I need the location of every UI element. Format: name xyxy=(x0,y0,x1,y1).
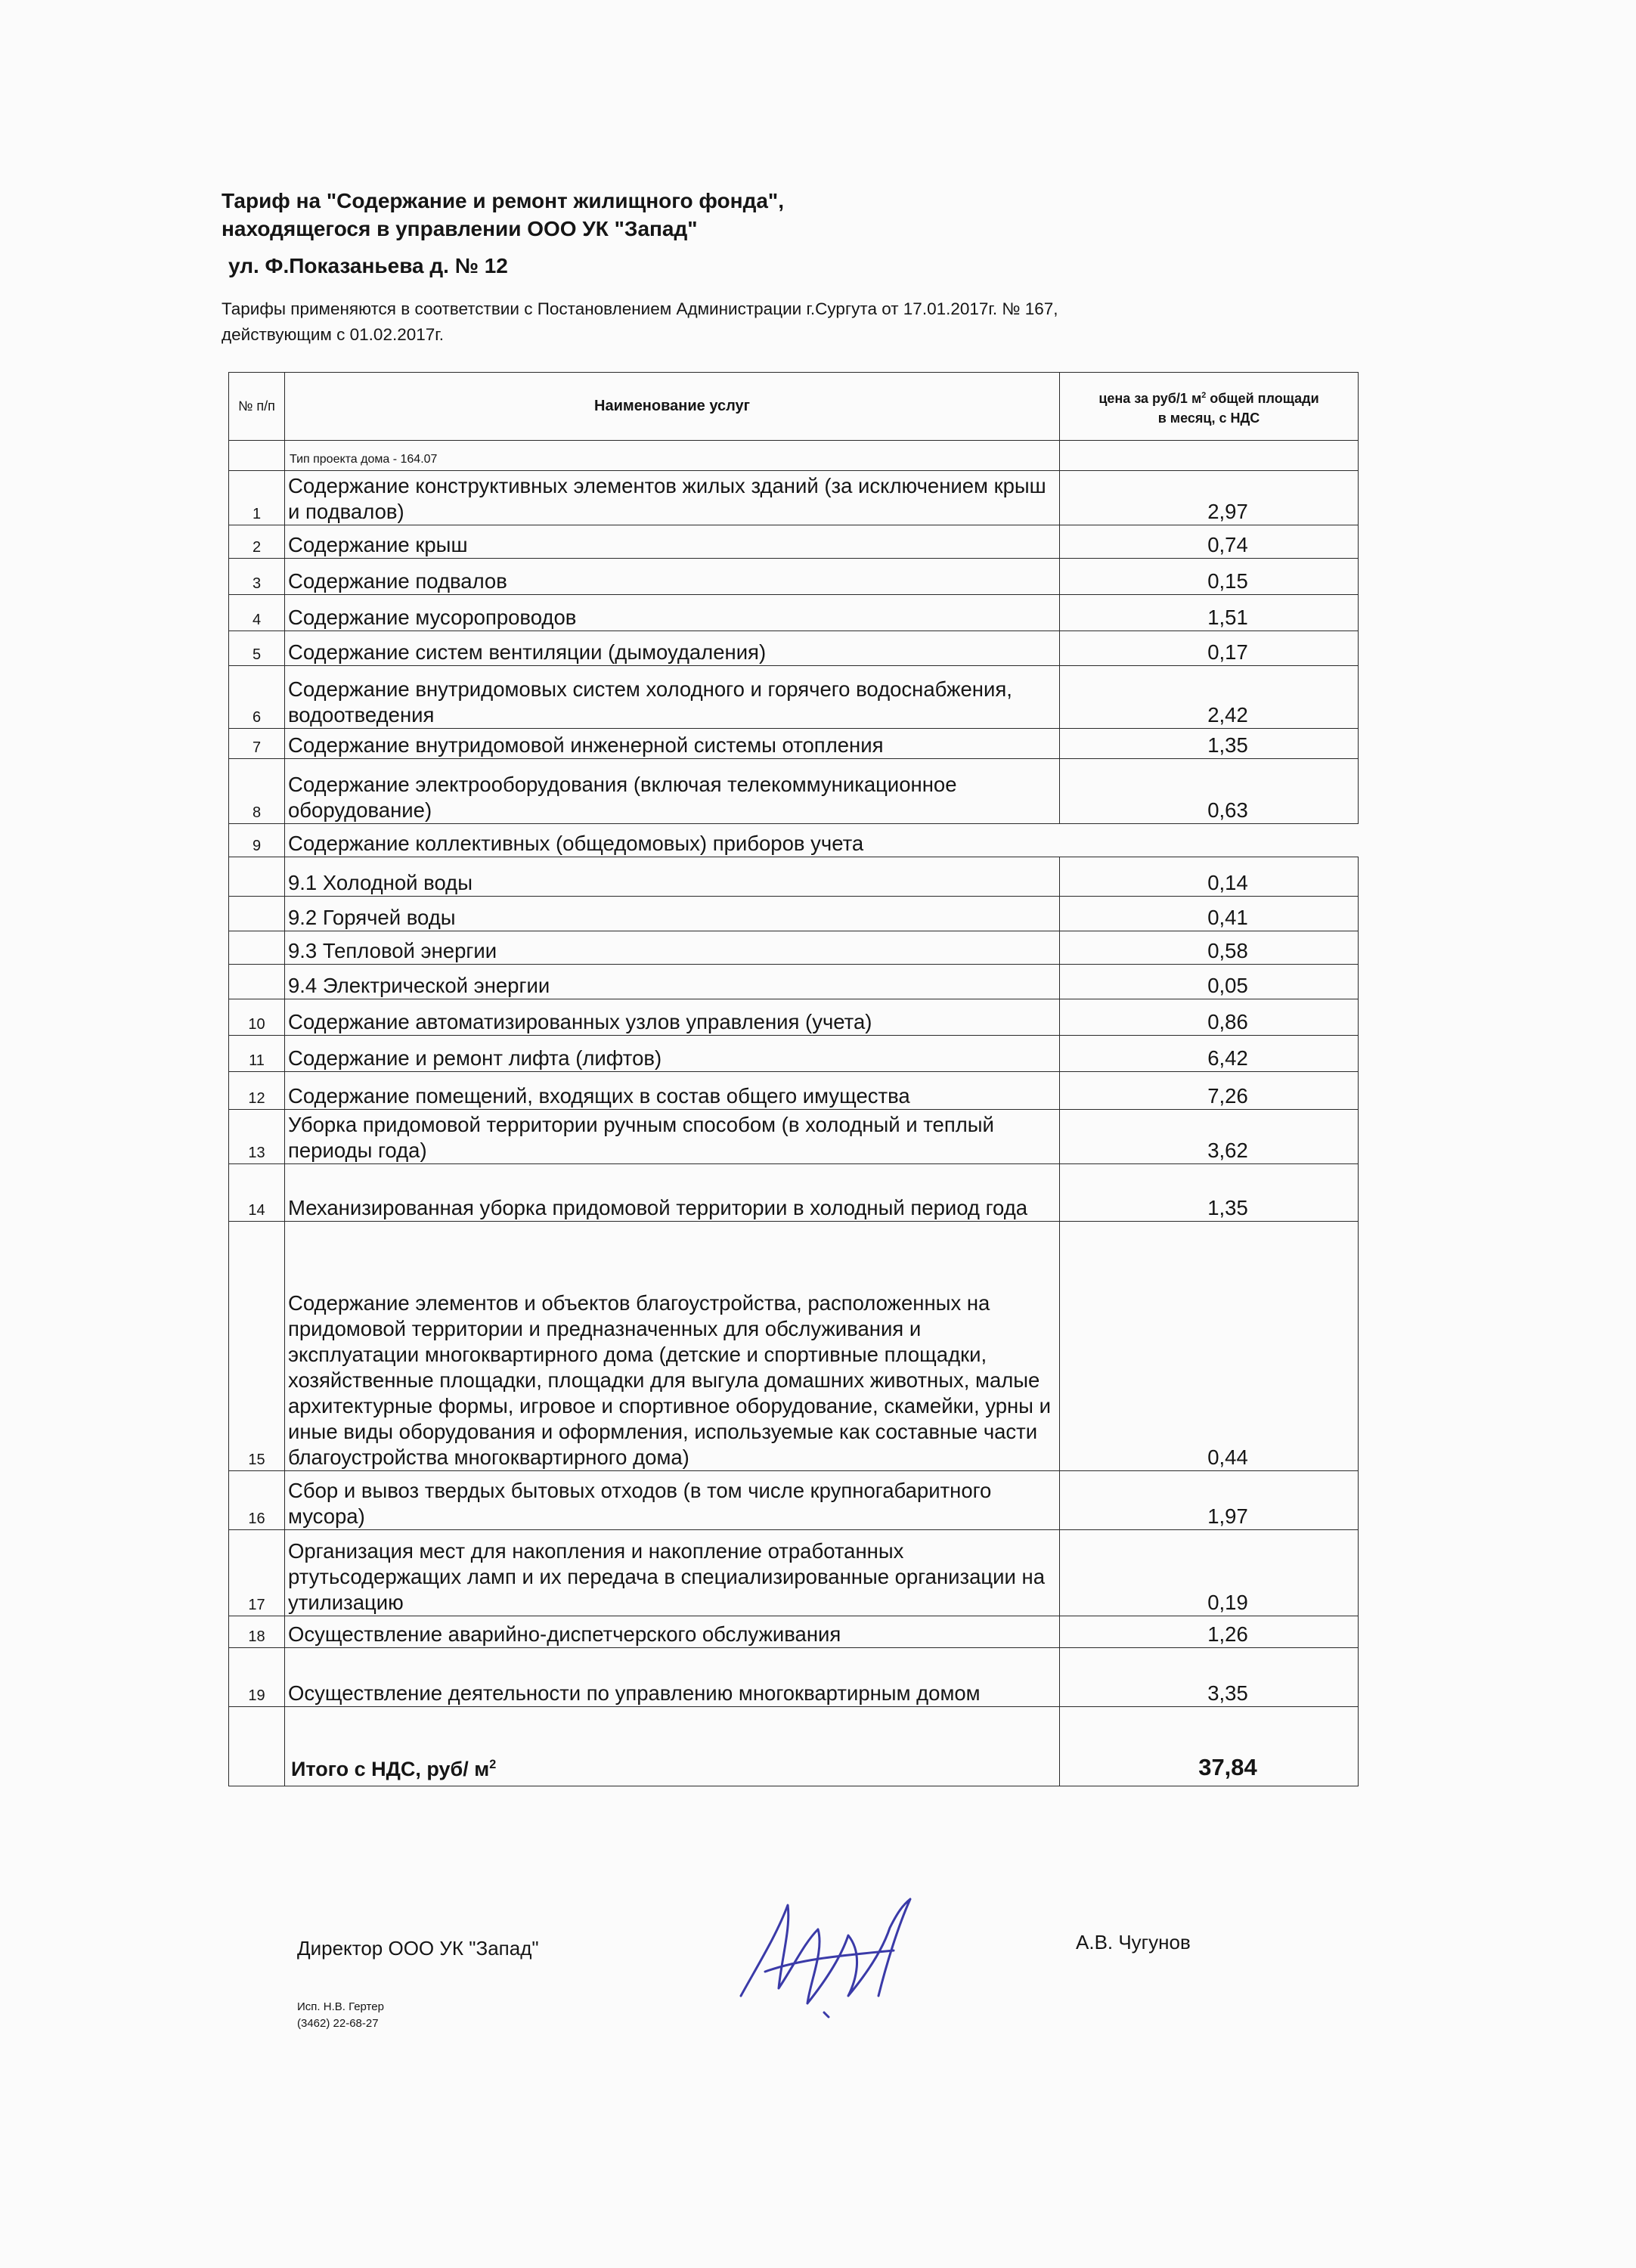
total-num-cell xyxy=(229,1707,285,1786)
table-body xyxy=(229,471,1359,1707)
service-price: 0,17 xyxy=(1060,631,1359,666)
service-price: 3,35 xyxy=(1060,1648,1359,1707)
col-header-price-part1: цена за руб/1 м xyxy=(1098,390,1202,406)
service-price: 1,26 xyxy=(1060,1616,1359,1648)
project-type: Тип проекта дома - 164.07 xyxy=(285,441,1060,471)
row-number: 4 xyxy=(229,595,285,631)
total-label-text: Итого с НДС, руб/ м xyxy=(291,1758,490,1780)
service-name: Содержание подвалов xyxy=(285,559,1060,595)
row-number: 12 xyxy=(229,1072,285,1110)
service-price: 1,51 xyxy=(1060,595,1359,631)
table-row xyxy=(229,1110,1359,1164)
row-number xyxy=(229,857,285,897)
row-number: 18 xyxy=(229,1616,285,1648)
service-price: 0,86 xyxy=(1060,999,1359,1036)
table-row xyxy=(229,471,1359,525)
service-price: 2,97 xyxy=(1060,471,1359,525)
service-name: 9.2 Горячей воды xyxy=(285,897,1060,931)
table-row xyxy=(229,1471,1359,1530)
table-row xyxy=(229,1164,1359,1222)
service-name: Содержание систем вентиляции (дымоудаления) xyxy=(285,631,1060,666)
intro-text xyxy=(222,296,1280,348)
service-price: 7,26 xyxy=(1060,1072,1359,1110)
table-row xyxy=(229,999,1359,1036)
table-row xyxy=(229,631,1359,666)
service-price: 0,15 xyxy=(1060,559,1359,595)
service-name: Содержание помещений, входящих в состав общего имущества xyxy=(285,1072,1060,1110)
col-header-price-sup: 2 xyxy=(1201,390,1207,400)
service-name: Осуществление аварийно-диспетчерского обслуживания xyxy=(285,1616,1060,1648)
col-header-price-part2: общей площади xyxy=(1206,390,1319,406)
table-row xyxy=(229,1222,1359,1471)
row-number: 8 xyxy=(229,759,285,824)
executor-phone: (3462) 22-68-27 xyxy=(297,2017,379,2030)
director-name: А.В. Чугунов xyxy=(1076,1931,1191,1954)
table-row xyxy=(229,897,1359,931)
row-number: 11 xyxy=(229,1036,285,1072)
row-number: 6 xyxy=(229,666,285,729)
service-name: 9.1 Холодной воды xyxy=(285,857,1060,897)
signature-mark xyxy=(735,1882,931,2019)
row-number xyxy=(229,897,285,931)
row-number: 13 xyxy=(229,1110,285,1164)
project-type-row xyxy=(229,441,1359,471)
table-row xyxy=(229,965,1359,999)
total-value: 37,84 xyxy=(1060,1707,1359,1786)
service-name: Содержание элементов и объектов благоустройства, расположенных на придомовой территории и предназначенных для обслуживания и эксплуатации многоквартирного дома (детские и спортивные площадки, хозяйственные площадки, площадки для выгула домашних животных, малые архитектурные формы, игровое и спортивное оборудование, скамейки, урны и иные виды оборудования и оформления, используемые как составные части благоустройства многоквартирного дома) xyxy=(285,1222,1060,1471)
row-number: 7 xyxy=(229,729,285,759)
director-title: Директор ООО УК "Запад" xyxy=(297,1937,539,1960)
service-price: 0,05 xyxy=(1060,965,1359,999)
service-name: Содержание и ремонт лифта (лифтов) xyxy=(285,1036,1060,1072)
row-number xyxy=(229,965,285,999)
service-price: 0,19 xyxy=(1060,1530,1359,1616)
document-title-line1: Тариф на "Содержание и ремонт жилищного фонда", xyxy=(222,189,784,212)
service-price: 0,63 xyxy=(1060,759,1359,824)
service-price: 0,44 xyxy=(1060,1222,1359,1471)
row-number: 5 xyxy=(229,631,285,666)
row-number xyxy=(229,931,285,965)
service-name: Содержание внутридомовых систем холодного и горячего водоснабжения, водоотведения xyxy=(285,666,1060,729)
row-number: 14 xyxy=(229,1164,285,1222)
service-name: Содержание внутридомовой инженерной системы отопления xyxy=(285,729,1060,759)
service-price: 1,97 xyxy=(1060,1471,1359,1530)
service-price: 1,35 xyxy=(1060,1164,1359,1222)
row-number: 16 xyxy=(229,1471,285,1530)
table-row xyxy=(229,525,1359,559)
row-number: 2 xyxy=(229,525,285,559)
col-header-number: № п/п xyxy=(229,373,285,441)
table-row xyxy=(229,857,1359,897)
service-price: 0,74 xyxy=(1060,525,1359,559)
service-price: 2,42 xyxy=(1060,666,1359,729)
col-header-price-line2: в месяц, с НДС xyxy=(1157,410,1260,426)
service-name: Содержание коллективных (общедомовых) приборов учета xyxy=(285,824,1359,857)
service-price: 0,58 xyxy=(1060,931,1359,965)
row-number: 3 xyxy=(229,559,285,595)
service-name: Содержание конструктивных элементов жилых зданий (за исключением крыш и подвалов) xyxy=(285,471,1060,525)
row-number: 15 xyxy=(229,1222,285,1471)
service-price: 1,35 xyxy=(1060,729,1359,759)
tariff-table xyxy=(228,372,1359,1786)
row-number: 9 xyxy=(229,824,285,857)
table-row xyxy=(229,1530,1359,1616)
service-name: Содержание крыш xyxy=(285,525,1060,559)
row-number: 1 xyxy=(229,471,285,525)
service-name: Содержание автоматизированных узлов управления (учета) xyxy=(285,999,1060,1036)
service-price: 3,62 xyxy=(1060,1110,1359,1164)
table-row xyxy=(229,931,1359,965)
table-row xyxy=(229,666,1359,729)
executor: Исп. Н.В. Гертер xyxy=(297,2000,384,2013)
col-header-price xyxy=(1060,373,1359,441)
service-name: 9.4 Электрической энергии xyxy=(285,965,1060,999)
col-header-name: Наименование услуг xyxy=(285,373,1060,441)
table-row xyxy=(229,759,1359,824)
table-row xyxy=(229,1072,1359,1110)
total-row xyxy=(229,1707,1359,1786)
intro-line1: Тарифы применяются в соответствии с Постановлением Администрации г.Сургута от 17.01.2017г. № 167, xyxy=(222,299,1058,318)
service-name: Содержание мусоропроводов xyxy=(285,595,1060,631)
table-row xyxy=(229,559,1359,595)
project-type-num-cell xyxy=(229,441,285,471)
row-number: 17 xyxy=(229,1530,285,1616)
service-name: Организация мест для накопления и накопление отработанных ртутьсодержащих ламп и их передача в специализированные организации на утилизацию xyxy=(285,1530,1060,1616)
table-row xyxy=(229,1648,1359,1707)
service-name: Уборка придомовой территории ручным способом (в холодный и теплый периоды года) xyxy=(285,1110,1060,1164)
service-name: 9.3 Тепловой энергии xyxy=(285,931,1060,965)
service-price: 0,41 xyxy=(1060,897,1359,931)
row-number: 10 xyxy=(229,999,285,1036)
service-name: Механизированная уборка придомовой территории в холодный период года xyxy=(285,1164,1060,1222)
document-address: ул. Ф.Показаньева д. № 12 xyxy=(228,254,508,277)
service-name: Содержание электрооборудования (включая телекоммуникационное оборудование) xyxy=(285,759,1060,824)
table-row xyxy=(229,595,1359,631)
project-type-price-cell xyxy=(1060,441,1359,471)
table-row xyxy=(229,1036,1359,1072)
service-price: 0,14 xyxy=(1060,857,1359,897)
intro-line2: действующим с 01.02.2017г. xyxy=(222,325,444,344)
total-label-sup: 2 xyxy=(489,1758,497,1771)
table-row xyxy=(229,1616,1359,1648)
table-row xyxy=(229,729,1359,759)
service-name: Осуществление деятельности по управлению многоквартирным домом xyxy=(285,1648,1060,1707)
table-header-row xyxy=(229,373,1359,441)
table-row xyxy=(229,824,1359,857)
service-price: 6,42 xyxy=(1060,1036,1359,1072)
document-title-line2: находящегося в управлении ООО УК "Запад" xyxy=(222,217,698,240)
row-number: 19 xyxy=(229,1648,285,1707)
service-name: Сбор и вывоз твердых бытовых отходов (в том числе крупногабаритного мусора) xyxy=(285,1471,1060,1530)
total-label xyxy=(285,1707,1060,1786)
